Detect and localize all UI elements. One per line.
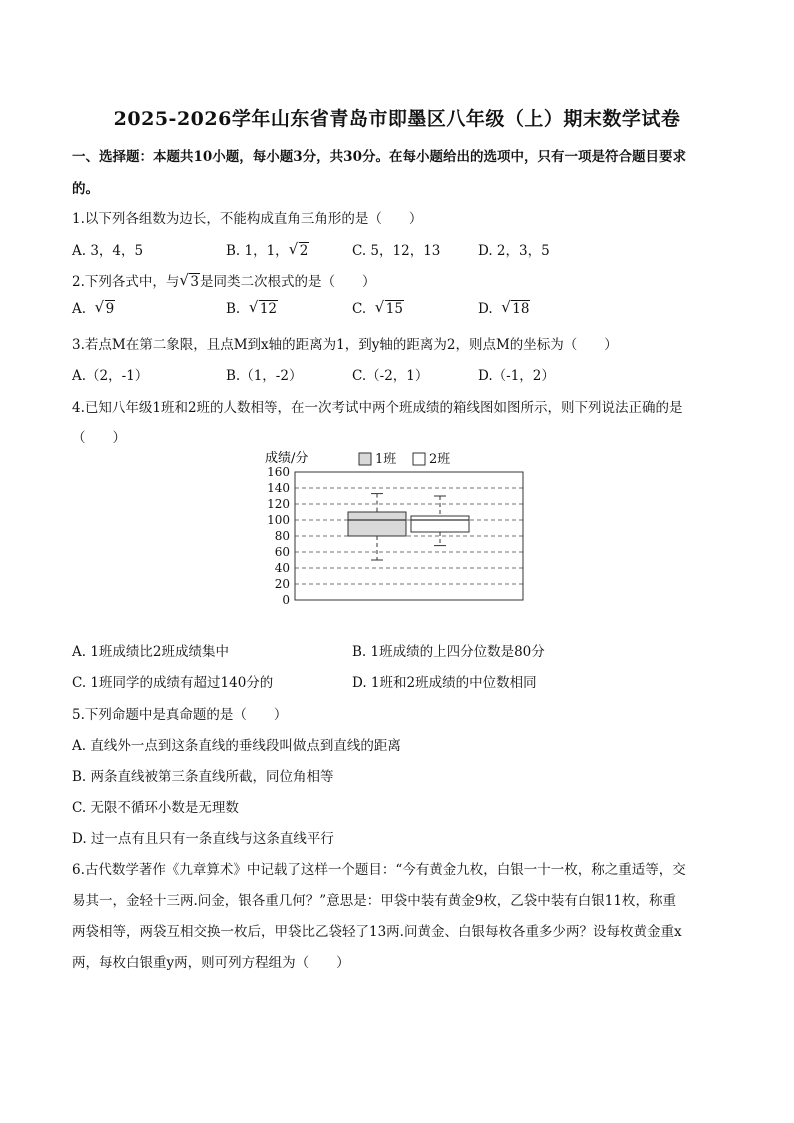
box-plot-chart [255, 448, 545, 610]
sqrt-symbol: √ 3 [179, 271, 199, 290]
q2-option-c [352, 298, 404, 317]
q4-option-b: B. 1班成绩的上四分位数是80分 [352, 644, 545, 660]
q1-option-d: D. 2，3，5 [478, 243, 550, 259]
q4-option-d: D. 1班和2班成绩的中位数相同 [352, 675, 537, 691]
chart-boxes [348, 494, 469, 560]
q1-option-b-radicand: 2 [299, 243, 309, 259]
q2-option-b [226, 298, 278, 317]
y-tick-label: 100 [267, 513, 290, 527]
q2-option-b-label: B. [226, 301, 241, 317]
q1-option-b-text: B. 1，1， [226, 243, 289, 259]
question-1-stem: 1.以下列各组数为边长，不能构成直角三角形的是（ ） [72, 211, 423, 227]
sqrt-symbol: √ 18 [501, 298, 530, 317]
question-6-line-3: 两袋相等，两袋互相交换一枚后，甲袋比乙袋轻了13两.问黄金、白银每枚各重多少两？设每枚黄金重x [72, 924, 682, 940]
sqrt-symbol: √ 12 [248, 298, 277, 317]
q2-option-a [72, 298, 115, 317]
legend-swatch [413, 453, 425, 465]
y-tick-label: 0 [282, 593, 290, 607]
box-iqr [348, 512, 406, 536]
q2-option-c-label: C. [352, 301, 367, 317]
page-title: 2025-2026学年山东省青岛市即墨区八年级（上）期末数学试卷 [113, 108, 681, 130]
q1-option-b [226, 239, 309, 259]
q3-option-b: B.（1，-2） [226, 368, 303, 384]
legend-label: 2班 [429, 452, 451, 467]
box-iqr [411, 516, 469, 532]
q2-option-a-label: A. [72, 301, 87, 317]
q5-option-d: D. 过一点有且只有一条直线与这条直线平行 [72, 831, 334, 847]
q2-stem-radicand: 3 [190, 274, 199, 290]
question-4-stem: 4.已知八年级1班和2班的人数相等，在一次考试中两个班成绩的箱线图如图所示，则下列说法正确的是 [72, 400, 683, 416]
y-tick-label: 60 [274, 545, 290, 559]
section-instructions-cont: 的。 [72, 181, 99, 197]
q2-stem-pre: 2.下列各式中，与 [72, 274, 180, 290]
q2-option-a-radicand: 9 [105, 301, 115, 317]
q4-option-c: C. 1班同学的成绩有超过140分的 [72, 675, 274, 691]
question-3-stem: 3.若点M在第二象限，且点M到x轴的距离为1，到y轴的距离为2，则点M的坐标为（ ） [72, 337, 618, 353]
y-tick-label: 80 [274, 529, 290, 543]
q2-option-d [478, 298, 530, 317]
q2-stem-post: 是同类二次根式的是（ ） [199, 274, 376, 290]
legend-label: 1班 [375, 452, 397, 467]
q2-option-d-label: D. [478, 301, 493, 317]
q4-option-a: A. 1班成绩比2班成绩集中 [72, 644, 230, 660]
sqrt-symbol: √ 9 [94, 298, 115, 317]
q5-option-b: B. 两条直线被第三条直线所截，同位角相等 [72, 769, 334, 785]
q1-option-a: A. 3，4，5 [72, 243, 144, 259]
q2-option-d-radicand: 18 [512, 301, 530, 317]
question-6-line-1: 6.古代数学著作《九章算术》中记载了这样一个题目：“今有黄金九枚，白银一十一枚，称之重适等，交 [72, 862, 686, 878]
q3-option-c: C.（-2，1） [352, 368, 429, 384]
sqrt-symbol: √ 2 [288, 240, 309, 259]
question-6-line-2: 易其一，金轻十三两.问金，银各重几何？”意思是：甲袋中装有黄金9枚，乙袋中装有白银11枚，称重 [72, 893, 676, 909]
section-instructions: 一、选择题：本题共10小题，每小题3分，共30分。在每小题给出的选项中，只有一项是符合题目要求 [72, 149, 686, 165]
sqrt-symbol: √ 15 [374, 298, 403, 317]
y-axis-label: 成绩/分 [265, 451, 309, 466]
y-tick-label: 120 [267, 497, 290, 511]
chart-gridlines [295, 488, 523, 584]
y-tick-label: 20 [274, 577, 290, 591]
question-4-stem-cont: （ ） [72, 430, 126, 446]
q5-option-a: A. 直线外一点到这条直线的垂线段叫做点到直线的距离 [72, 738, 401, 754]
legend-swatch [359, 453, 371, 465]
y-tick-label: 160 [267, 465, 290, 479]
q3-option-d: D.（-1，2） [478, 368, 555, 384]
question-6-line-4: 两，每枚白银重y两，则可列方程组为（ ） [72, 955, 350, 971]
y-axis-ticks [267, 465, 290, 607]
q2-option-c-radicand: 15 [385, 301, 403, 317]
q2-option-b-radicand: 12 [259, 301, 277, 317]
q5-option-c: C. 无限不循环小数是无理数 [72, 800, 239, 816]
q3-option-a: A.（2，-1） [72, 368, 149, 384]
question-2-stem [72, 270, 375, 290]
question-5-stem: 5.下列命题中是真命题的是（ ） [72, 707, 288, 723]
y-tick-label: 140 [267, 481, 290, 495]
chart-legend [359, 452, 450, 467]
q1-option-c: C. 5，12，13 [352, 243, 441, 259]
y-tick-label: 40 [274, 561, 290, 575]
